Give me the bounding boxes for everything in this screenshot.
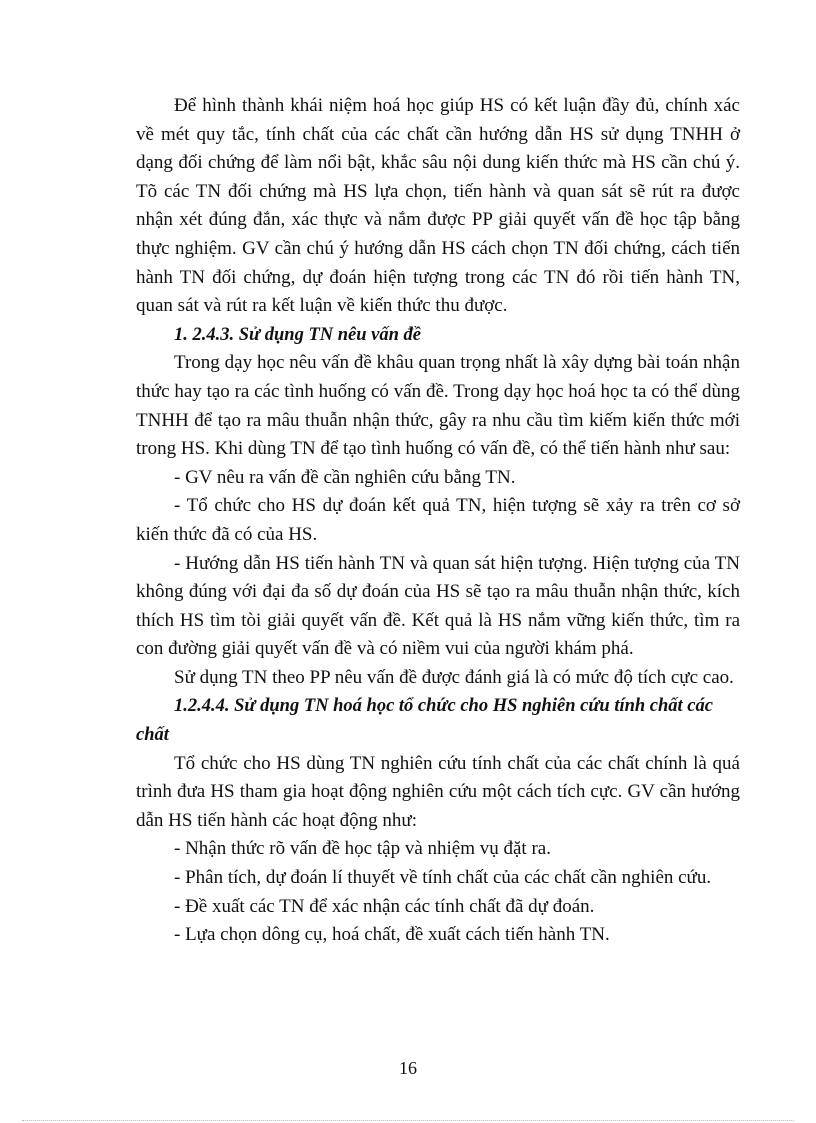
list-item: - GV nêu ra vấn đề cần nghiên cứu bằng TN. xyxy=(174,466,516,488)
page-number: 16 xyxy=(399,1058,417,1078)
paragraph-conclusion: Sử dụng TN theo PP nêu vấn đề được đánh giá là có mức độ tích cực cao. xyxy=(174,666,734,688)
paragraph-control-experiment: Để hình thành khái niệm hoá học giúp HS có kết luận đầy đủ, chính xác về mét quy tắc, tính chất của các chất cần hướng dẫn HS sử dụng TNHH ở dạng đối chứng để làm nổi bật, khắc sâu nội dung kiến thức mà HS cần chú ý. Tõ các TN đối chứng mà HS lựa chọn, tiến hành và quan sát sẽ rút ra được nhận xét đúng đắn, xác thực và nắm được PP giải quyết vấn đề học tập bằng thực nghiệm. GV cần chú ý hướng dẫn HS cách chọn TN đối chứng, cách tiến hành TN đối chứng, dự đoán hiện tượng trong các TN đó rồi tiến hành TN, quan sát và rút ra kết luận về kiến thức thu được. xyxy=(136,95,740,317)
list-item: - Hướng dẫn HS tiến hành TN và quan sát hiện tượng. Hiện tượng của TN không đúng với đại đa số dự đoán của HS sẽ tạo ra mâu thuẫn nhận thức, kích thích HS tìm tòi giải quyết vấn đề. Kết quả là HS nắm vững kiến thức, tìm ra con đường giải quyết vấn đề và có niềm vui của người khám phá. xyxy=(136,552,740,660)
list-item: - Tổ chức cho HS dự đoán kết quả TN, hiện tượng sẽ xảy ra trên cơ sở kiến thức đã có của HS. xyxy=(136,495,740,545)
paragraph-research-properties: Tổ chức cho HS dùng TN nghiên cứu tính chất của các chất chính là quá trình đưa HS tham gia hoạt động nghiên cứu một cách tích cực. GV cần hướng dẫn HS tiến hành các hoạt động như: xyxy=(136,752,740,831)
list-item: - Phân tích, dự đoán lí thuyết về tính chất của các chất cần nghiên cứu. xyxy=(174,867,712,889)
document-body xyxy=(136,92,740,950)
list-item: - Nhận thức rõ vấn đề học tập và nhiệm vụ đặt ra. xyxy=(174,838,551,860)
section-heading-1-2-4-4: 1.2.4.4. Sử dụng TN hoá học tổ chức cho HS nghiên cứu tính chất các chất xyxy=(136,696,713,746)
list-item: - Lựa chọn dông cụ, hoá chất, đề xuất cách tiến hành TN. xyxy=(174,924,610,946)
paragraph-problem-teaching: Trong dạy học nêu vấn đề khâu quan trọng nhất là xây dựng bài toán nhận thức hay tạo ra các tình huống có vấn đề. Trong dạy học hoá học ta có thể dùng TNHH để tạo ra mâu thuẫn nhận thức, gây ra nhu cầu tìm kiếm kiến thức mới trong HS. Khi dùng TN để tạo tình huống có vấn đề, có thể tiến hành như sau: xyxy=(136,352,740,460)
list-item: - Đề xuất các TN để xác nhận các tính chất đã dự đoán. xyxy=(174,895,595,917)
section-heading-1-2-4-3: 1. 2.4.3. Sử dụng TN nêu vấn đề xyxy=(174,324,421,345)
